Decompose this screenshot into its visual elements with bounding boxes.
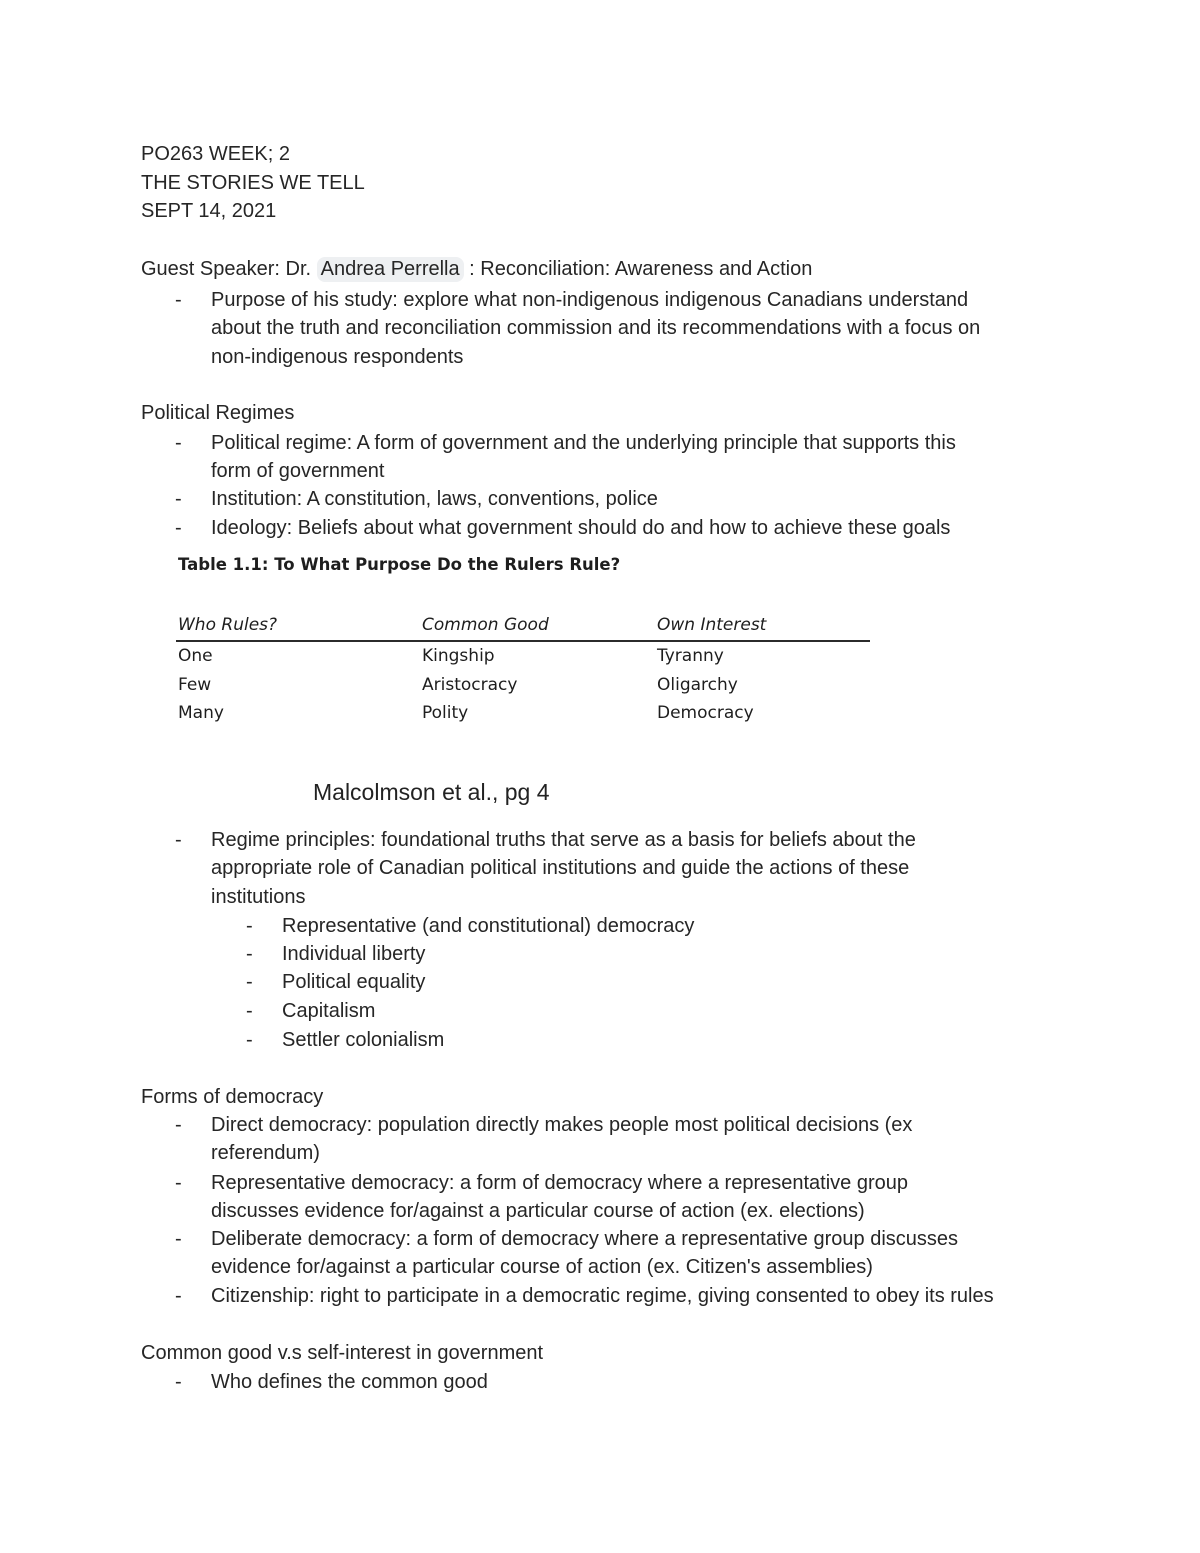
- forms-bullet-line: Deliberate democracy: a form of democracy where a representative group discusses: [211, 1228, 959, 1250]
- regime-bullet-line: Institution: A constitution, laws, conventions, police: [211, 488, 658, 510]
- forms-bullet-line: discusses evidence for/against a particular course of action (ex. elections): [211, 1200, 865, 1222]
- guest-bullet-line: about the truth and reconciliation commission and its recommendations with a focus on: [211, 317, 981, 339]
- table-cell: Tyranny: [657, 646, 724, 666]
- bullet-dash: -: [175, 1285, 182, 1307]
- bullet-dash: -: [175, 1228, 182, 1250]
- table-cell: Kingship: [422, 646, 495, 666]
- table-cell: One: [178, 646, 213, 666]
- lecture-date: SEPT 14, 2021: [141, 200, 277, 222]
- bullet-dash: -: [175, 517, 182, 539]
- sub-bullet-dash: -: [246, 943, 253, 965]
- principle-item: Representative (and constitutional) democracy: [282, 915, 695, 937]
- section-heading-forms: Forms of democracy: [141, 1086, 324, 1108]
- guest-bullet-line: Purpose of his study: explore what non-indigenous indigenous Canadians understand: [211, 289, 969, 311]
- forms-bullet-line: Representative democracy: a form of democracy where a representative group: [211, 1172, 909, 1194]
- guest-prefix: Guest Speaker: Dr.: [141, 258, 312, 280]
- section-heading-regimes: Political Regimes: [141, 402, 295, 424]
- principle-item: Political equality: [282, 971, 426, 993]
- regime-bullet-line: Political regime: A form of government and the underlying principle that supports this: [211, 432, 956, 454]
- person-chip[interactable]: Andrea Perrella: [317, 257, 464, 282]
- bullet-dash: -: [175, 1114, 182, 1136]
- table-cell: Democracy: [657, 703, 754, 723]
- bullet-dash: -: [175, 488, 182, 510]
- principle-item: Capitalism: [282, 1000, 376, 1022]
- bullet-dash: -: [175, 1172, 182, 1194]
- table-cell: Polity: [422, 703, 469, 723]
- guest-suffix: : Reconciliation: Awareness and Action: [469, 258, 813, 280]
- regime-bullet-line: form of government: [211, 460, 385, 482]
- sub-bullet-dash: -: [246, 971, 253, 993]
- table-cell: Many: [178, 703, 224, 723]
- bullet-dash: -: [175, 289, 182, 311]
- bullet-dash: -: [175, 432, 182, 454]
- table-cell: Aristocracy: [422, 675, 518, 695]
- section-heading-common: Common good v.s self-interest in government: [141, 1342, 544, 1364]
- course-week: PO263 WEEK; 2: [141, 143, 290, 165]
- bullet-dash: -: [175, 1371, 182, 1393]
- principle-item: Individual liberty: [282, 943, 426, 965]
- sub-bullet-dash: -: [246, 1029, 253, 1051]
- principles-line: Regime principles: foundational truths that serve as a basis for beliefs about the: [211, 829, 916, 851]
- principle-item: Settler colonialism: [282, 1029, 445, 1051]
- table-title: Table 1.1: To What Purpose Do the Rulers Rule?: [178, 555, 621, 574]
- forms-bullet-line: Citizenship: right to participate in a democratic regime, giving consented to obey its rules: [211, 1285, 994, 1307]
- sub-bullet-dash: -: [246, 915, 253, 937]
- lecture-title: THE STORIES WE TELL: [141, 172, 365, 194]
- principles-line: institutions: [211, 886, 306, 908]
- guest-speaker-line: [141, 255, 812, 284]
- sub-bullet-dash: -: [246, 1000, 253, 1022]
- guest-bullet-line: non-indigenous respondents: [211, 346, 464, 368]
- table-header-who: Who Rules?: [178, 615, 278, 635]
- common-bullet-line: Who defines the common good: [211, 1371, 488, 1393]
- bullet-dash: -: [175, 829, 182, 851]
- table-header-own: Own Interest: [657, 615, 767, 635]
- forms-bullet-line: referendum): [211, 1142, 320, 1164]
- table-cell: Few: [178, 675, 212, 695]
- table-cell: Oligarchy: [657, 675, 738, 695]
- table-header-common: Common Good: [422, 615, 549, 635]
- regime-bullet-line: Ideology: Beliefs about what government should do and how to achieve these goals: [211, 517, 951, 539]
- table-rule: [176, 640, 870, 642]
- table-caption: Malcolmson et al., pg 4: [313, 779, 550, 805]
- principles-line: appropriate role of Canadian political institutions and guide the actions of these: [211, 857, 910, 879]
- forms-bullet-line: evidence for/against a particular course of action (ex. Citizen's assemblies): [211, 1256, 873, 1278]
- forms-bullet-line: Direct democracy: population directly makes people most political decisions (ex: [211, 1114, 913, 1136]
